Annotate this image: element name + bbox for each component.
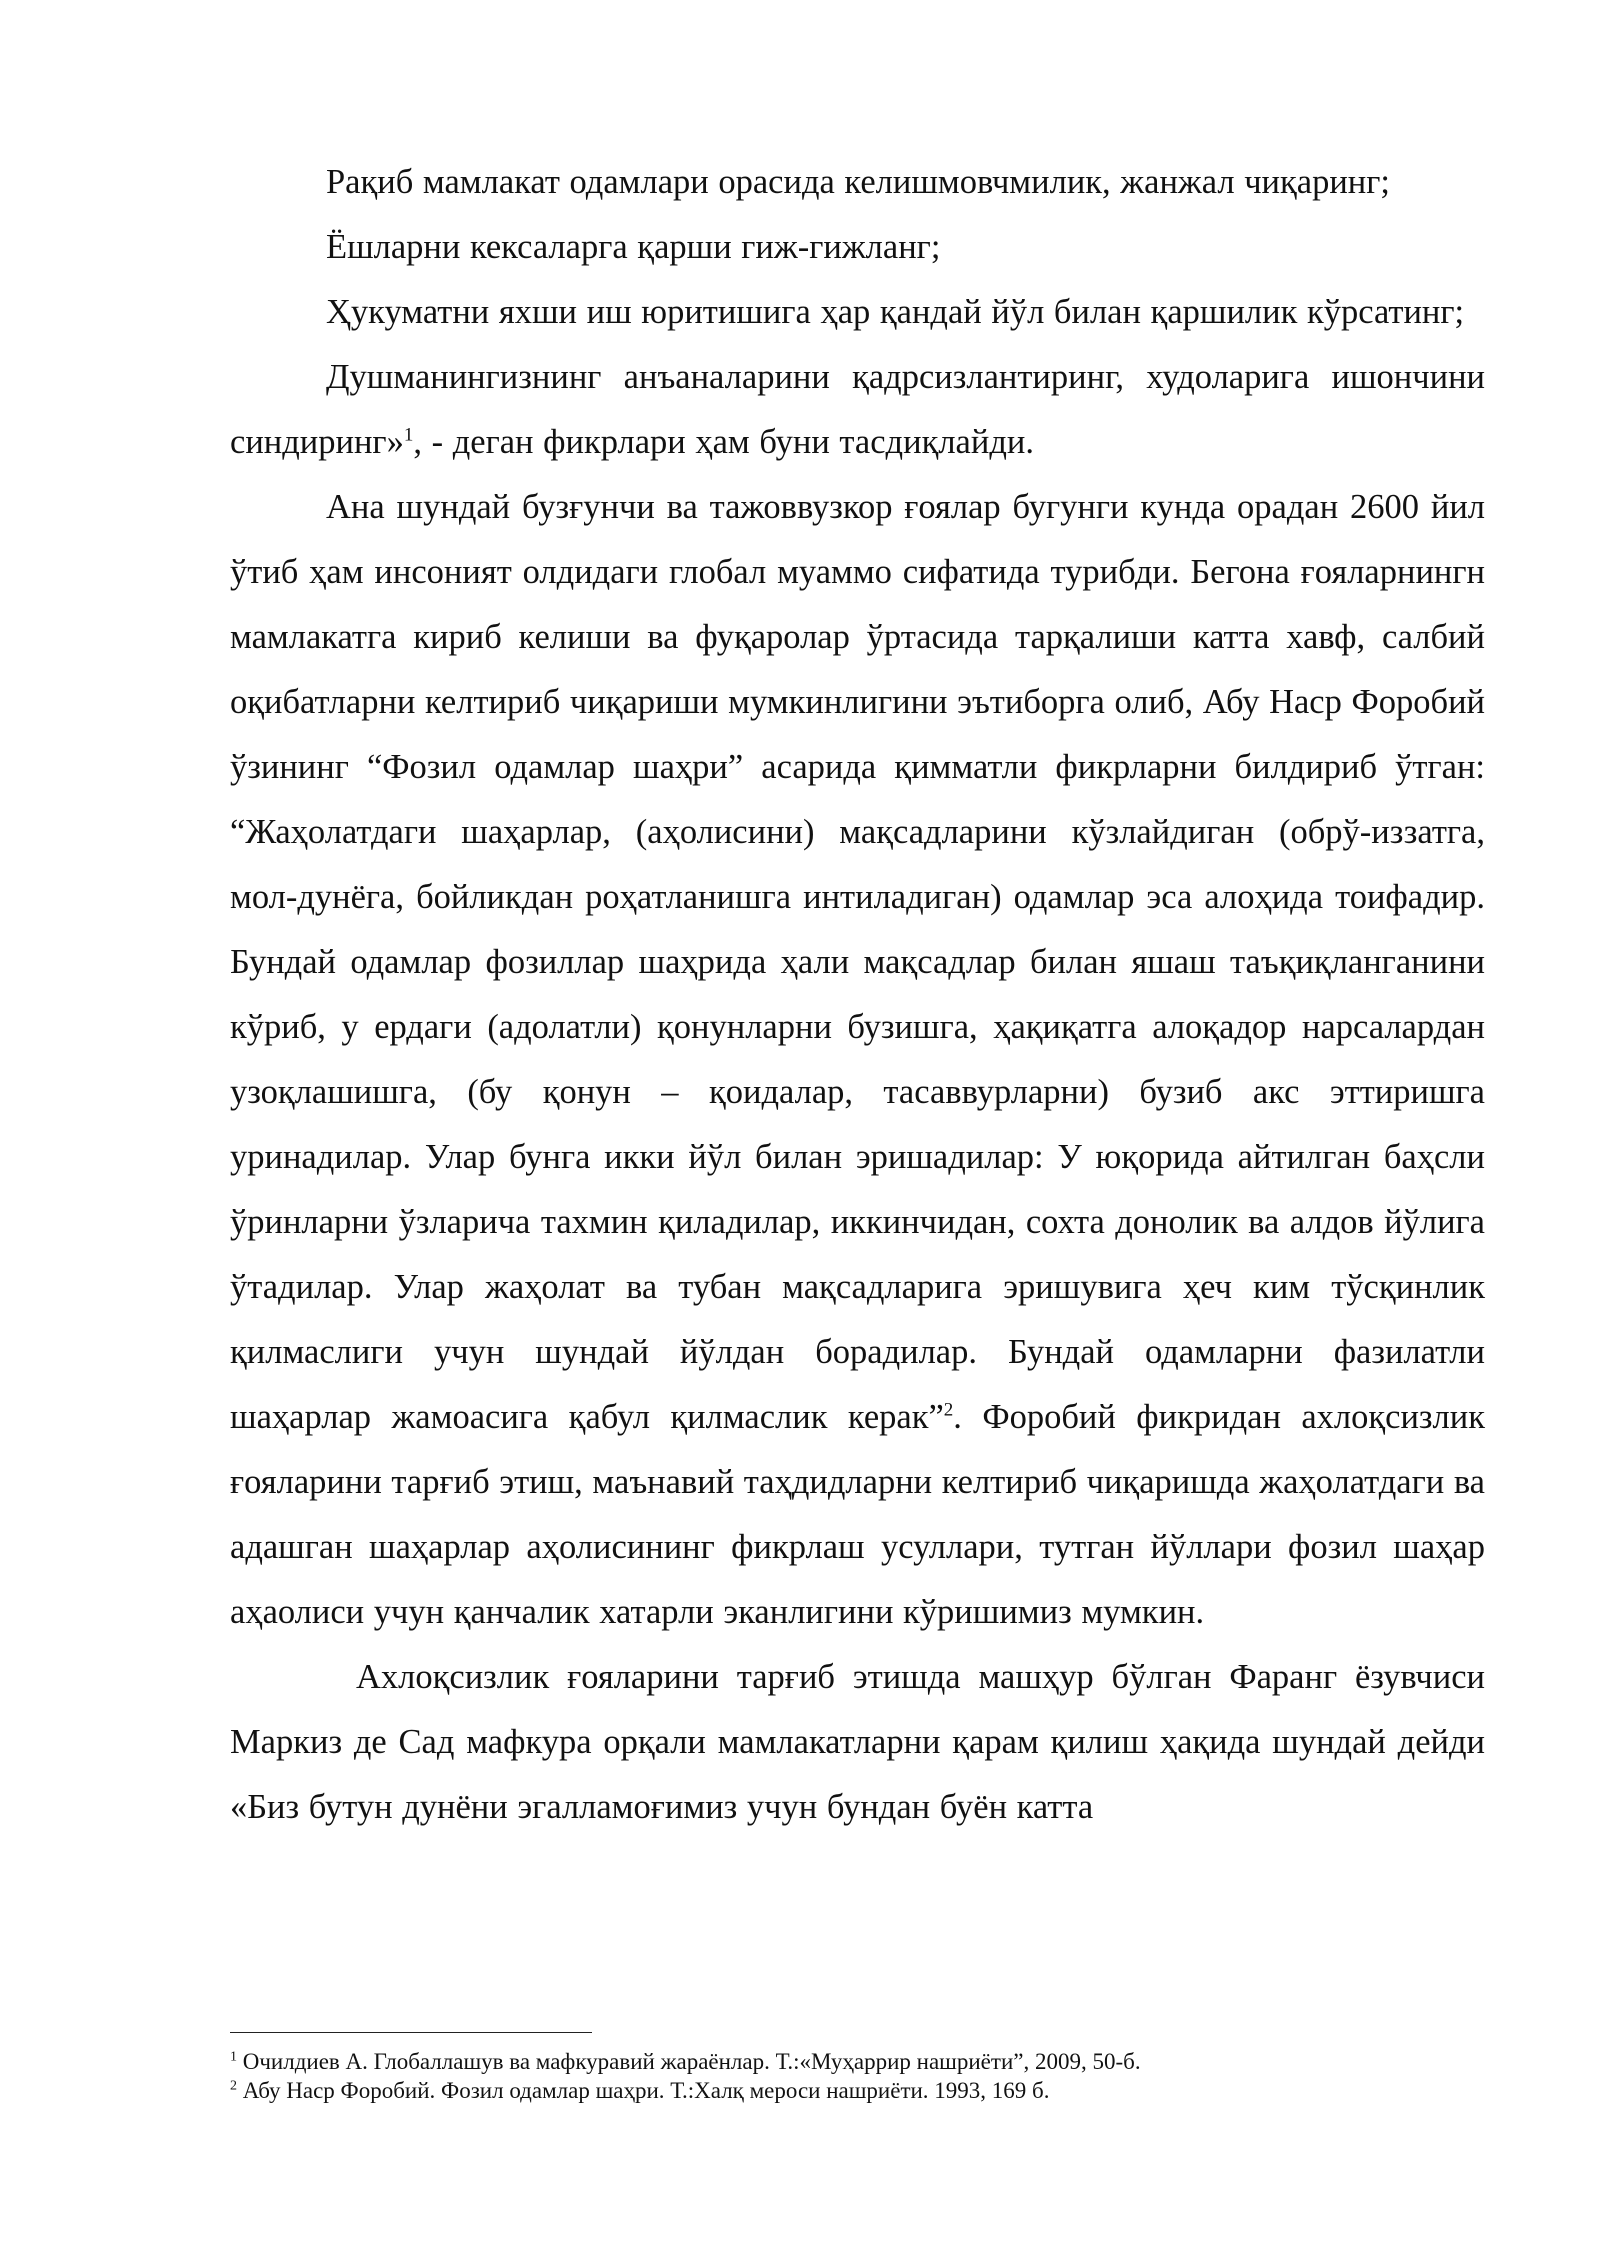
paragraph-4 [230, 345, 1485, 475]
paragraph-6: Ахлоқсизлик ғояларини тарғиб этишда машҳур бўлган Фаранг ёзувчиси Маркиз де Сад мафкура орқали мамлакатларни қарам қилиш ҳақида шундай дейди «Биз бутун дунёни эгалламоғимиз учун бундан буён катта [230, 1658, 1485, 1826]
footnotes [230, 2032, 1485, 2105]
footnote-2 [230, 2076, 1485, 2105]
document-page [230, 150, 1485, 1840]
paragraph-4-text: Душманингизнинг анъаналарини қадрсизлантиринг, худоларига ишончини синдиринг» [230, 358, 1485, 461]
footnote-separator [230, 2032, 592, 2033]
footnote-text-1: Очилдиев А. Глобаллашув ва мафкуравий жараёнлар. Т.:«Муҳаррир нашриёти”, 2009, 50-б. [237, 2049, 1141, 2074]
paragraph-2: Ёшларни кексаларга қарши гиж-гижланг; [326, 228, 941, 266]
footnote-1 [230, 2047, 1485, 2076]
footnote-mark-1: 1 [230, 2049, 237, 2065]
footnote-ref-1[interactable]: 1 [403, 424, 414, 446]
paragraph-5 [230, 475, 1485, 1645]
paragraph-1: Рақиб мамлакат одамлари орасида келишмовчмилик, жанжал чиқаринг; [326, 163, 1390, 201]
paragraph-4-text-end: , - деган фикрлари ҳам буни тасдиқлайди. [413, 423, 1034, 461]
paragraph-5-text-end: . Форобий фикридан ахлоқсизлик ғояларини тарғиб этиш, маънавий таҳдидларни келтириб чиқаришда жаҳолатдаги ва адашган шаҳарлар аҳолисининг фикрлаш усуллари, тутган йўллари фозил шаҳар аҳаолиси учун қанчалик хатарли эканлигини кўришимиз мумкин. [230, 1398, 1485, 1631]
footnote-text-2: Абу Наср Форобий. Фозил одамлар шаҳри. Т.:Халқ мероси нашриёти. 1993, 169 б. [237, 2078, 1050, 2103]
footnote-ref-2[interactable]: 2 [943, 1399, 954, 1421]
paragraph-5-text: Ана шундай бузғунчи ва тажоввузкор ғоялар бугунги кунда орадан 2600 йил ўтиб ҳам инсоният олдидаги глобал муаммо сифатида турибди. Бегона ғояларнингн мамлакатга кириб келиши ва фуқаролар ўртасида тарқалиши катта хавф, салбий оқибатларни келтириб чиқариши мумкинлигини эътиборга олиб, Абу Наср Форобий ўзининг “Фозил одамлар шаҳри” асарида қимматли фикрларни билдириб ўтган: “Жаҳолатдаги шаҳарлар, (аҳолисини) мақсадларини кўзлайдиган (обрў-иззатга, мол-дунёга, бойликдан роҳатланишга интиладиган) одамлар эса алоҳида тоифадир. Бундай одамлар фозиллар шаҳрида ҳали мақсадлар билан яшаш таъқиқланганини кўриб, у ердаги (адолатли) қонунларни бузишга, ҳақиқатга алоқадор нарсалардан узоқлашишга, (бу қонун – қоидалар, тасаввурларни) бузиб акс эттиришга уринадилар. Улар бунга икки йўл билан эришадилар: У юқорида айтилган баҳсли ўринларни ўзларича тахмин қиладилар, иккинчидан, сохта донолик ва алдов йўлига ўтадилар. Улар жаҳолат ва тубан мақсадларига эришувига ҳеч ким тўсқинлик қилмаслиги учун шундай йўлдан борадилар. Бундай одамларни фазилатли шаҳарлар жамоасига қабул қилмаслик керак” [230, 488, 1485, 1436]
paragraph-3: Ҳукуматни яхши иш юритишига ҳар қандай йўл билан қаршилик кўрсатинг; [326, 293, 1465, 331]
footnote-mark-2: 2 [230, 2078, 237, 2094]
